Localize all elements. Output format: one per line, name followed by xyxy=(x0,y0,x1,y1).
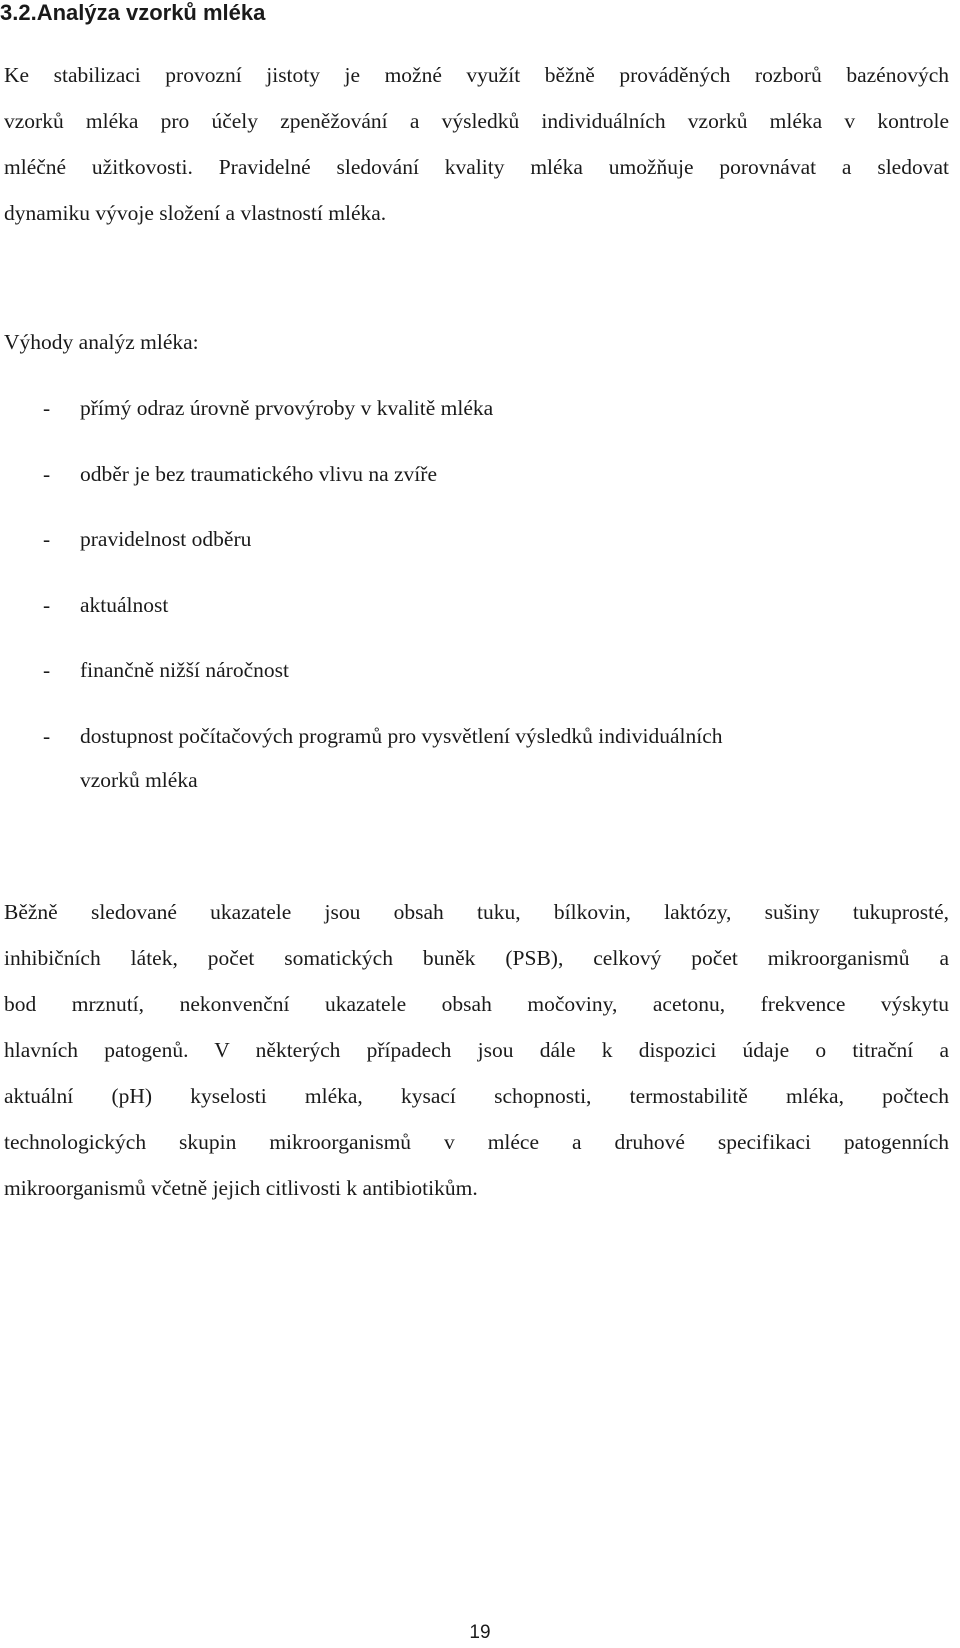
list-dash: - xyxy=(43,593,51,617)
section-heading: 3.2.Analýza vzorků mléka xyxy=(0,0,266,25)
indicators-line: hlavních patogenů. V některých případech jsou dále k dispozici údaje o titrační a xyxy=(4,1038,949,1062)
list-item-text: aktuálnost xyxy=(80,593,169,617)
indicators-line: mikroorganismů včetně jejich citlivosti k antibiotikům. xyxy=(4,1176,478,1200)
intro-line: Ke stabilizaci provozní jistoty je možné využít běžně prováděných rozborů bazénových xyxy=(4,63,949,87)
list-dash: - xyxy=(43,462,51,486)
intro-paragraph xyxy=(4,52,949,236)
list-dash: - xyxy=(43,527,51,551)
intro-line: vzorků mléka pro účely zpeněžování a výsledků individuálních vzorků mléka v kontrole xyxy=(4,109,949,133)
list-dash: - xyxy=(43,396,51,420)
advantages-title: Výhody analýz mléka: xyxy=(4,330,199,354)
list-item-line: dostupnost počítačových programů pro vysvětlení výsledků individuálních xyxy=(80,724,723,748)
list-item-text xyxy=(80,721,723,795)
list-item-text: pravidelnost odběru xyxy=(80,527,252,551)
list-item-continuation: vzorků mléka xyxy=(80,768,198,792)
intro-line: mléčné užitkovosti. Pravidelné sledování kvality mléka umožňuje porovnávat a sledovat xyxy=(4,155,949,179)
page-number: 19 xyxy=(469,1622,491,1643)
indicators-line: inhibičních látek, počet somatických buněk (PSB), celkový počet mikroorganismů a xyxy=(4,946,949,970)
list-item-text: přímý odraz úrovně prvovýroby v kvalitě mléka xyxy=(80,396,494,420)
indicators-line: technologických skupin mikroorganismů v mléce a druhové specifikaci patogenních xyxy=(4,1130,949,1154)
list-item-text: finančně nižší náročnost xyxy=(80,658,289,682)
indicators-paragraph xyxy=(4,889,949,1211)
indicators-line: bod mrznutí, nekonvenční ukazatele obsah močoviny, acetonu, frekvence výskytu xyxy=(4,992,949,1016)
list-dash: - xyxy=(43,724,51,748)
indicators-line: Běžně sledované ukazatele jsou obsah tuku, bílkovin, laktózy, sušiny tukuprosté, xyxy=(4,900,949,924)
indicators-line: aktuální (pH) kyselosti mléka, kysací schopnosti, termostabilitě mléka, počtech xyxy=(4,1084,949,1108)
list-item-text: odběr je bez traumatického vlivu na zvíře xyxy=(80,462,437,486)
list-dash: - xyxy=(43,658,51,682)
intro-line: dynamiku vývoje složení a vlastností mléka. xyxy=(4,201,387,225)
